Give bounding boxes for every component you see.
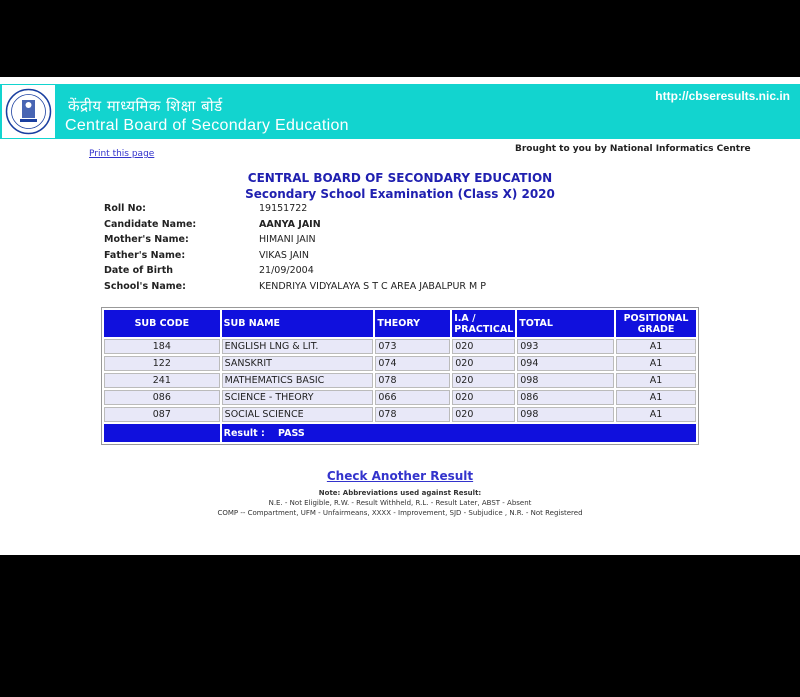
board-title: CENTRAL BOARD OF SECONDARY EDUCATION bbox=[247, 171, 553, 185]
header-theory: THEORY bbox=[375, 310, 450, 337]
info-value: KENDRIYA VIDYALAYA S T C AREA JABALPUR M P bbox=[259, 280, 486, 292]
cell-sub-name: MATHEMATICS BASIC bbox=[222, 373, 374, 388]
info-label: Candidate Name: bbox=[104, 218, 197, 230]
info-value: VIKAS JAIN bbox=[259, 249, 309, 261]
cbse-logo bbox=[2, 85, 55, 138]
cell-theory: 073 bbox=[375, 339, 450, 354]
cell-practical: 020 bbox=[452, 356, 515, 371]
result-cell bbox=[222, 424, 696, 442]
cell-practical: 020 bbox=[452, 407, 515, 422]
cell-total: 098 bbox=[517, 373, 614, 388]
cell-theory: 066 bbox=[375, 390, 450, 405]
cell-theory: 078 bbox=[375, 407, 450, 422]
hindi-title: केंद्रीय माध्यमिक शिक्षा बोर्ड bbox=[68, 97, 223, 115]
cell-total: 086 bbox=[517, 390, 614, 405]
cell-sub-code: 086 bbox=[104, 390, 220, 405]
table-row bbox=[104, 356, 696, 371]
cell-total: 098 bbox=[517, 407, 614, 422]
info-value: HIMANI JAIN bbox=[259, 234, 316, 246]
info-label: Mother's Name: bbox=[104, 234, 189, 246]
note-line: COMP -- Compartment, UFM - Unfairmeans, XXXX - Improvement, SJD - Subjudice , N.R. - Not Registered bbox=[217, 509, 583, 517]
cell-sub-code: 241 bbox=[104, 373, 220, 388]
result-label: Result : bbox=[223, 427, 265, 439]
header-sub-name: SUB NAME bbox=[222, 310, 374, 337]
result-value: PASS bbox=[278, 427, 305, 439]
cell-grade: A1 bbox=[616, 356, 696, 371]
header-banner bbox=[0, 84, 800, 139]
header-total: TOTAL bbox=[517, 310, 614, 337]
note-title: Note: Abbreviations used against Result: bbox=[318, 489, 482, 497]
english-title: Central Board of Secondary Education bbox=[65, 117, 349, 134]
info-value: 19151722 bbox=[259, 203, 308, 214]
info-value: AANYA JAIN bbox=[259, 218, 321, 230]
brought-by-text: Brought to you by National Informatics Centre bbox=[515, 144, 751, 154]
exam-title: Secondary School Examination (Class X) 2020 bbox=[245, 187, 555, 201]
cell-sub-name: ENGLISH LNG & LIT. bbox=[222, 339, 374, 354]
cell-practical: 020 bbox=[452, 373, 515, 388]
info-label: School's Name: bbox=[104, 280, 186, 292]
header-grade: POSITIONAL GRADE bbox=[616, 310, 696, 337]
print-page-link[interactable]: Print this page bbox=[89, 149, 155, 159]
table-row bbox=[104, 390, 696, 405]
table-row bbox=[104, 407, 696, 422]
table-row bbox=[104, 373, 696, 388]
cell-sub-name: SANSKRIT bbox=[222, 356, 374, 371]
info-label: Father's Name: bbox=[104, 249, 186, 261]
header-practical: I.A / PRACTICAL bbox=[452, 310, 515, 337]
cell-theory: 078 bbox=[375, 373, 450, 388]
cbse-emblem-icon bbox=[5, 87, 52, 136]
cell-sub-name: SCIENCE - THEORY bbox=[222, 390, 374, 405]
note-line: N.E. - Not Eligible, R.W. - Result Withheld, R.L. - Result Later, ABST - Absent bbox=[268, 499, 532, 507]
check-another-result-link[interactable]: Check Another Result bbox=[326, 469, 474, 483]
cell-grade: A1 bbox=[616, 390, 696, 405]
cell-grade: A1 bbox=[616, 373, 696, 388]
result-page bbox=[0, 77, 800, 555]
cell-theory: 074 bbox=[375, 356, 450, 371]
cell-sub-code: 087 bbox=[104, 407, 220, 422]
cell-practical: 020 bbox=[452, 390, 515, 405]
info-label: Date of Birth bbox=[104, 265, 174, 277]
info-label: Roll No: bbox=[104, 203, 146, 214]
cell-total: 094 bbox=[517, 356, 614, 371]
info-value: 21/09/2004 bbox=[259, 265, 314, 277]
table-row bbox=[104, 339, 696, 354]
cell-sub-code: 184 bbox=[104, 339, 220, 354]
marks-table bbox=[101, 307, 699, 445]
header-sub-code: SUB CODE bbox=[104, 310, 220, 337]
table-header-row bbox=[104, 310, 696, 337]
cell-sub-code: 122 bbox=[104, 356, 220, 371]
cell-total: 093 bbox=[517, 339, 614, 354]
cell-sub-name: SOCIAL SCIENCE bbox=[222, 407, 374, 422]
site-url[interactable]: http://cbseresults.nic.in bbox=[655, 89, 790, 103]
cell-practical: 020 bbox=[452, 339, 515, 354]
result-spacer bbox=[104, 424, 220, 442]
cell-grade: A1 bbox=[616, 407, 696, 422]
cell-grade: A1 bbox=[616, 339, 696, 354]
result-row bbox=[104, 424, 696, 442]
